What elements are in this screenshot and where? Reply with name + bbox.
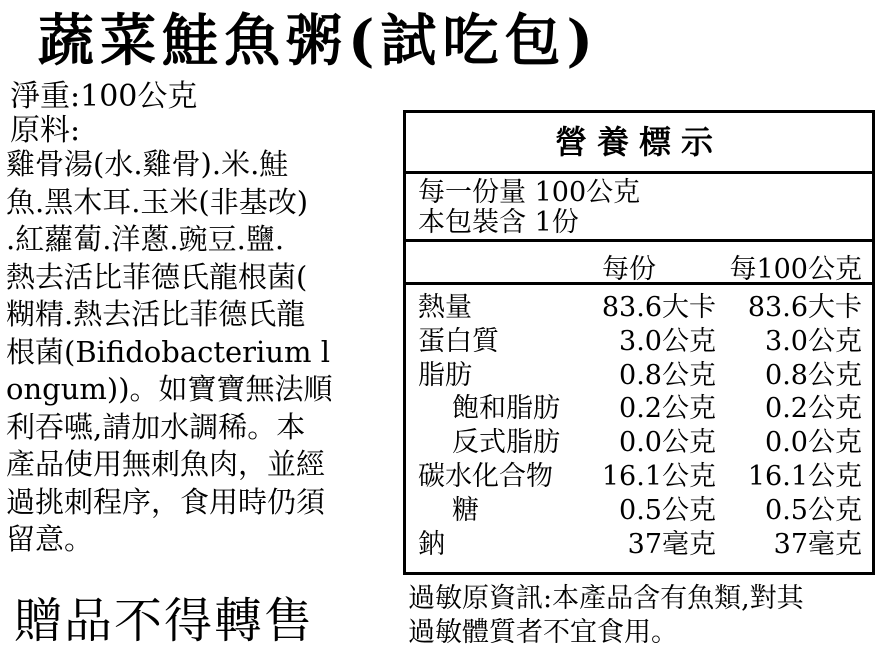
nutrient-per-100g: 3.0公克 — [765, 325, 862, 357]
nutrient-per-serving: 3.0公克 — [619, 325, 716, 357]
nutrient-per-serving: 37毫克 — [627, 528, 716, 560]
ingredients-line: 糊精.熱去活比菲德氏龍 — [6, 297, 306, 331]
ingredients-line: 產品使用無刺魚肉，並經 — [6, 447, 326, 481]
nutrient-per-serving: 0.2公克 — [619, 393, 716, 425]
nutrient-per-100g: 83.6大卡 — [747, 292, 862, 323]
nutrition-row — [406, 392, 872, 426]
nutrient-name: 熱量 — [418, 292, 472, 323]
nutrient-name: 糖 — [452, 494, 479, 526]
gift-notice: 贈品不得轉售 — [14, 593, 315, 649]
nutrition-row — [406, 528, 872, 562]
ingredients-line: 留意。 — [6, 522, 94, 556]
serving-size: 每一份量 100公克 — [418, 177, 641, 208]
nutrient-per-serving: 83.6大卡 — [601, 292, 716, 323]
nutrient-name: 脂肪 — [418, 359, 472, 391]
nutrient-per-serving: 0.5公克 — [619, 494, 716, 526]
nutrient-name: 碳水化合物 — [418, 460, 553, 492]
serving-info — [406, 174, 872, 242]
ingredients-line: ongum))。如寶寶無法順 — [6, 372, 333, 406]
nutrition-row — [406, 359, 872, 393]
nutrient-per-100g: 0.8公克 — [765, 359, 862, 391]
nutrient-per-100g: 0.0公克 — [765, 427, 862, 459]
nutrition-rows — [406, 285, 872, 561]
nutrient-per-serving: 0.8公克 — [619, 359, 716, 391]
nutrition-panel — [403, 110, 875, 575]
nutrition-row — [406, 426, 872, 460]
ingredients-line: 雞骨湯(水.雞骨).米.鮭 — [6, 147, 289, 181]
net-weight: 淨重:100公克 — [10, 79, 198, 114]
ingredients-label: 原料: — [10, 113, 81, 148]
nutrient-name: 反式脂肪 — [452, 427, 560, 459]
nutrient-per-serving: 16.1公克 — [601, 460, 716, 492]
nutrient-per-100g: 37毫克 — [773, 528, 862, 560]
allergen-line: 過敏原資訊:本產品含有魚類,對其 — [408, 583, 804, 614]
ingredients-line: 魚.黑木耳.玉米(非基改) — [6, 184, 309, 219]
nutrition-row — [406, 460, 872, 494]
nutrient-per-100g: 0.2公克 — [765, 393, 862, 425]
nutrient-per-100g: 0.5公克 — [765, 494, 862, 526]
column-per-100g: 每100公克 — [729, 254, 862, 285]
allergen-info — [408, 582, 884, 650]
nutrient-name: 蛋白質 — [418, 325, 499, 357]
ingredients-line: .紅蘿蔔.洋蔥.豌豆.鹽. — [6, 222, 285, 256]
allergen-line: 過敏體質者不宜食用。 — [408, 617, 678, 648]
column-per-serving: 每份 — [602, 254, 656, 285]
nutrition-row — [406, 291, 872, 325]
product-title: 蔬菜鮭魚粥(試吃包) — [38, 8, 599, 74]
nutrient-name: 飽和脂肪 — [452, 393, 560, 425]
nutrient-name: 鈉 — [418, 528, 445, 560]
ingredients-text — [6, 146, 402, 559]
ingredients-line: 利吞嚥,請加水調稀。本 — [6, 409, 306, 444]
servings-per-pack: 本包裝含 1份 — [418, 207, 579, 238]
nutrient-per-100g: 16.1公克 — [747, 460, 862, 492]
nutrition-title: 營養標示 — [406, 113, 872, 174]
nutrition-column-header — [406, 242, 872, 285]
ingredients-line: 熱去活比菲德氏龍根菌( — [6, 259, 308, 294]
nutrition-row — [406, 494, 872, 528]
ingredients-line: 過挑刺程序，食用時仍須 — [6, 484, 326, 519]
ingredients-line: 根菌(Bifidobacterium l — [6, 334, 330, 369]
nutrient-per-serving: 0.0公克 — [619, 427, 716, 459]
nutrition-row — [406, 325, 872, 359]
